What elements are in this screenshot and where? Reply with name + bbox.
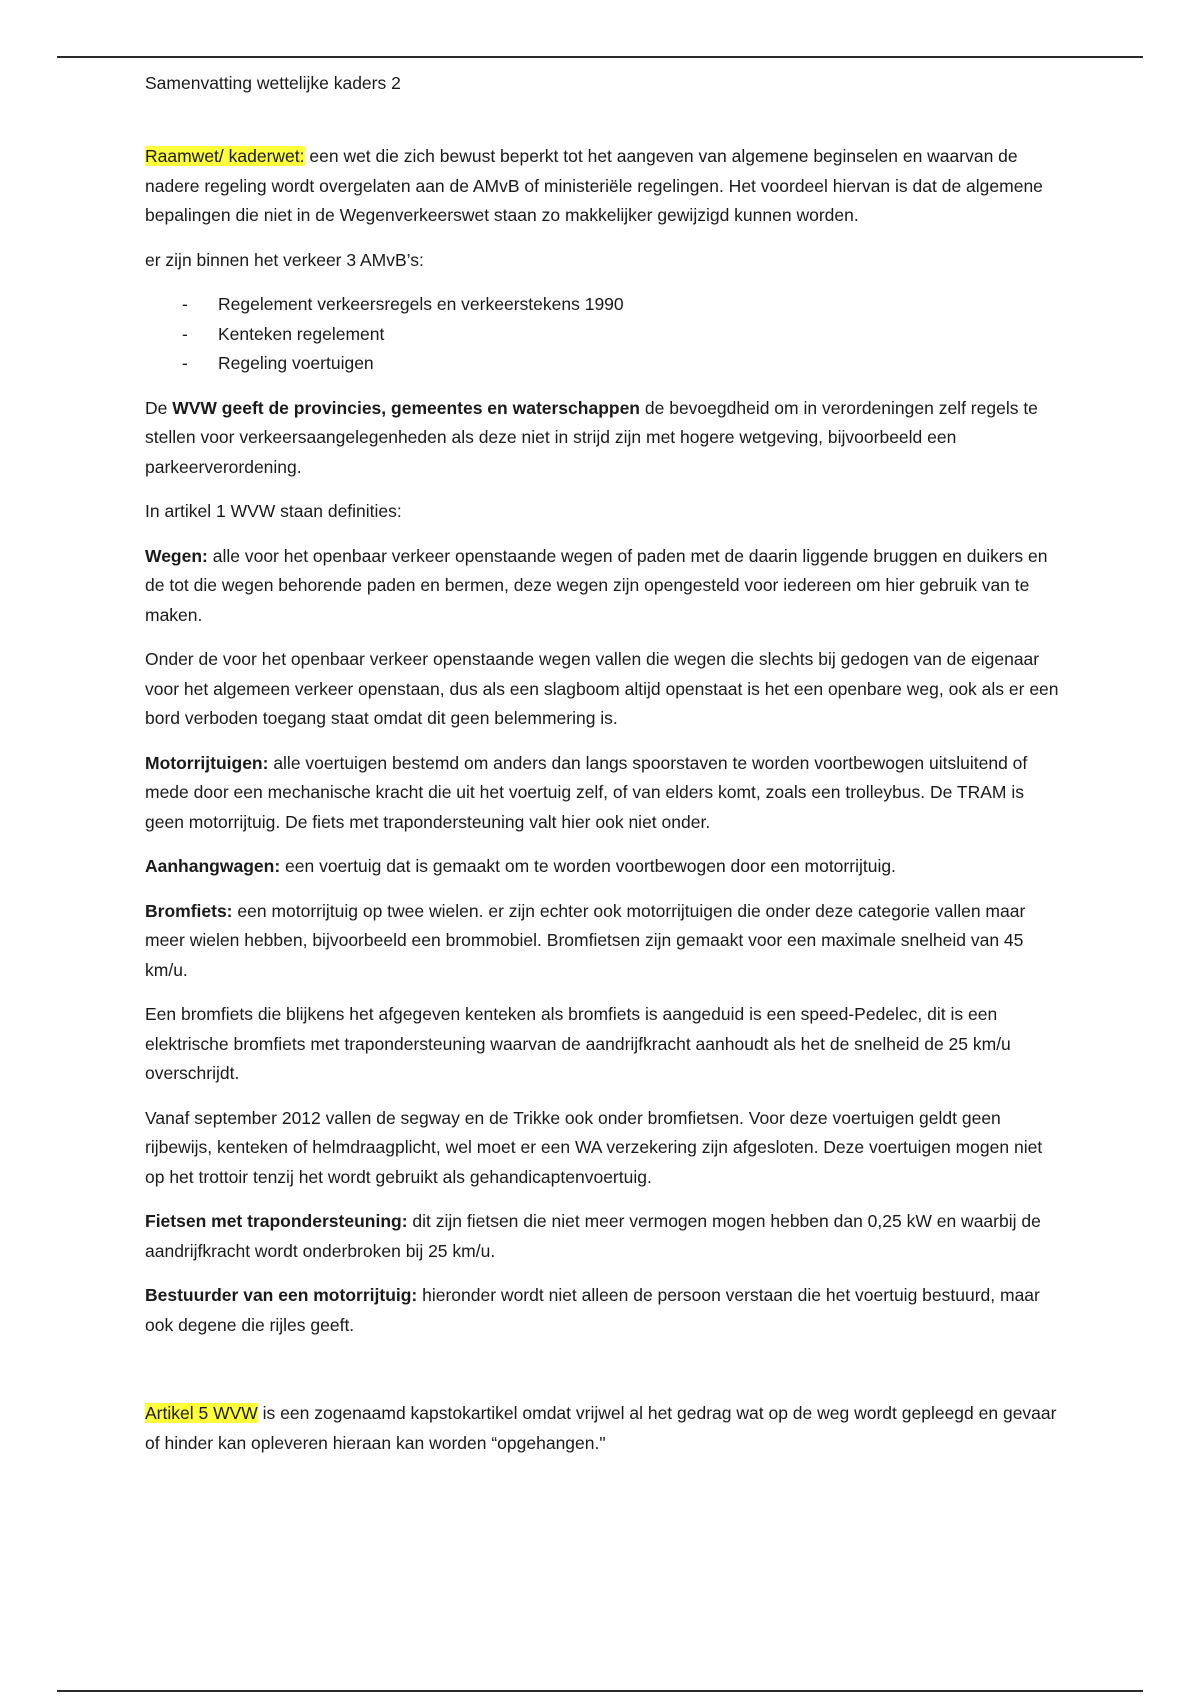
paragraph-bestuurder [145,1281,1060,1340]
amvb-list [145,290,1060,379]
raamwet-text: een wet die zich bewust beperkt tot het aangeven van algemene beginselen en waarvan de nadere regeling wordt overgelaten aan de AMvB of ministeriële regelingen. Het voordeel hiervan is dat de algemene bepalingen die niet in de Wegenverkeerswet staan zo makkelijker gewijzigd kunnen worden. [145,146,1043,225]
paragraph-motorrijtuigen [145,749,1060,838]
list-item [145,320,1060,350]
bromfiets-text: een motorrijtuig op twee wielen. er zijn echter ook motorrijtuigen die onder deze categorie vallen maar meer wielen hebben, bijvoorbeeld een brommobiel. Bromfietsen zijn gemaakt voor een maximale snelheid van 45 km/u. [145,900,1026,980]
fietsen-trapondersteuning-text: dit zijn fietsen die niet meer vermogen mogen hebben dan 0,25 kW en waarbij de aandrijfkracht wordt onderbroken bij 25 km/u. [145,1211,1041,1261]
term-wegen: Wegen: [145,545,208,566]
list-item [145,349,1060,379]
paragraph-amvb-intro: er zijn binnen het verkeer 3 AMvB’s: [145,249,424,270]
paragraph-raamwet [145,142,1060,231]
dash-bullet: - [182,353,188,373]
term-aanhangwagen: Aanhangwagen: [145,856,281,876]
page-header: Samenvatting wettelijke kaders 2 [145,73,401,93]
bestuurder-text: hieronder wordt niet alleen de persoon verstaan die het voertuig bestuurd, maar ook degene die rijles geeft. [145,1285,1040,1335]
paragraph-definitions-intro: In artikel 1 WVW staan definities: [145,501,402,521]
list-item [145,290,1060,320]
footer-rule [57,1690,1143,1692]
header-rule [57,56,1143,58]
paragraph-wegen-extra: Onder de voor het openbaar verkeer openstaande wegen vallen die wegen die slechts bij gedogen van de eigenaar voor het algemeen verkeer openstaan, dus als een slagboom altijd openstaat is het een openbare weg, ook als er een bord verboden toegang staat omdat dit geen belemmering is. [145,649,1059,728]
term-fietsen-trapondersteuning: Fietsen met trapondersteuning: [145,1211,408,1231]
paragraph-segway: Vanaf september 2012 vallen de segway en de Trikke ook onder bromfietsen. Voor deze voertuigen geldt geen rijbewijs, kenteken of helmdraagplicht, wel moet er een WA verzekering zijn afgesloten. Deze voertuigen mogen niet op het trottoir tenzij het wordt gebruikt als gehandicaptenvoertuig. [145,1107,1043,1187]
paragraph-artikel5 [145,1399,1060,1458]
wvw-text: de bevoegdheid om in verordeningen zelf regels te stellen voor verkeersaangelegenheden als deze niet in strijd zijn met hogere wetgeving, bijvoorbeeld een parkeerverordening. [145,397,1038,477]
wvw-prefix: De [145,397,173,418]
wvw-bold-phrase: WVW geeft de provincies, gemeentes en waterschappen [172,397,641,418]
paragraph-wegen [145,542,1060,631]
motorrijtuigen-text: alle voertuigen bestemd om anders dan langs spoorstaven te worden voortbewogen uitsluitend of mede door een mechanische kracht die uit het voertuig zelf, of van elders komt, zoals een trolleybus. De TRAM is geen motorrijtuig. De fiets met trapondersteuning valt hier ook niet onder. [145,752,1028,832]
term-bestuurder: Bestuurder van een motorrijtuig: [145,1285,418,1305]
blank-line [145,1355,1060,1399]
aanhangwagen-text: een voertuig dat is gemaakt om te worden voortbewogen door een motorrijtuig. [280,856,896,876]
dash-bullet: - [182,294,188,314]
term-bromfiets: Bromfiets: [145,900,233,921]
wegen-text: alle voor het openbaar verkeer openstaande wegen of paden met de daarin liggende bruggen en duikers en de tot die wegen behorende paden en bermen, deze wegen zijn opengesteld voor iedereen om hier gebruik van te maken. [145,545,1048,625]
artikel5-text: is een zogenaamd kapstokartikel omdat vrijwel al het gedrag wat op de weg wordt gepleegd en gevaar of hinder kan opleveren hieraan kan worden “opgehangen." [145,1403,1057,1453]
paragraph-wvw-powers [145,394,1060,483]
list-item-text: Regeling voertuigen [218,353,374,373]
list-item-text: Kenteken regelement [218,323,385,344]
paragraph-aanhangwagen [145,852,1060,882]
term-motorrijtuigen: Motorrijtuigen: [145,752,269,773]
dash-bullet: - [182,323,188,344]
highlighted-term-raamwet: Raamwet/ kaderwet: [145,146,305,166]
document-page [145,68,1060,1473]
list-item-text: Regelement verkeersregels en verkeerstekens 1990 [218,294,624,314]
paragraph-fietsen-trapondersteuning [145,1207,1060,1266]
paragraph-speed-pedelec: Een bromfiets die blijkens het afgegeven kenteken als bromfiets is aangeduid is een speed-Pedelec, dit is een elektrische bromfiets met trapondersteuning waarvan de aandrijfkracht aanhoudt als het de snelheid de 25 km/u overschrijdt. [145,1004,1011,1083]
highlighted-term-artikel5: Artikel 5 WVW [145,1403,258,1423]
paragraph-bromfiets [145,897,1060,986]
